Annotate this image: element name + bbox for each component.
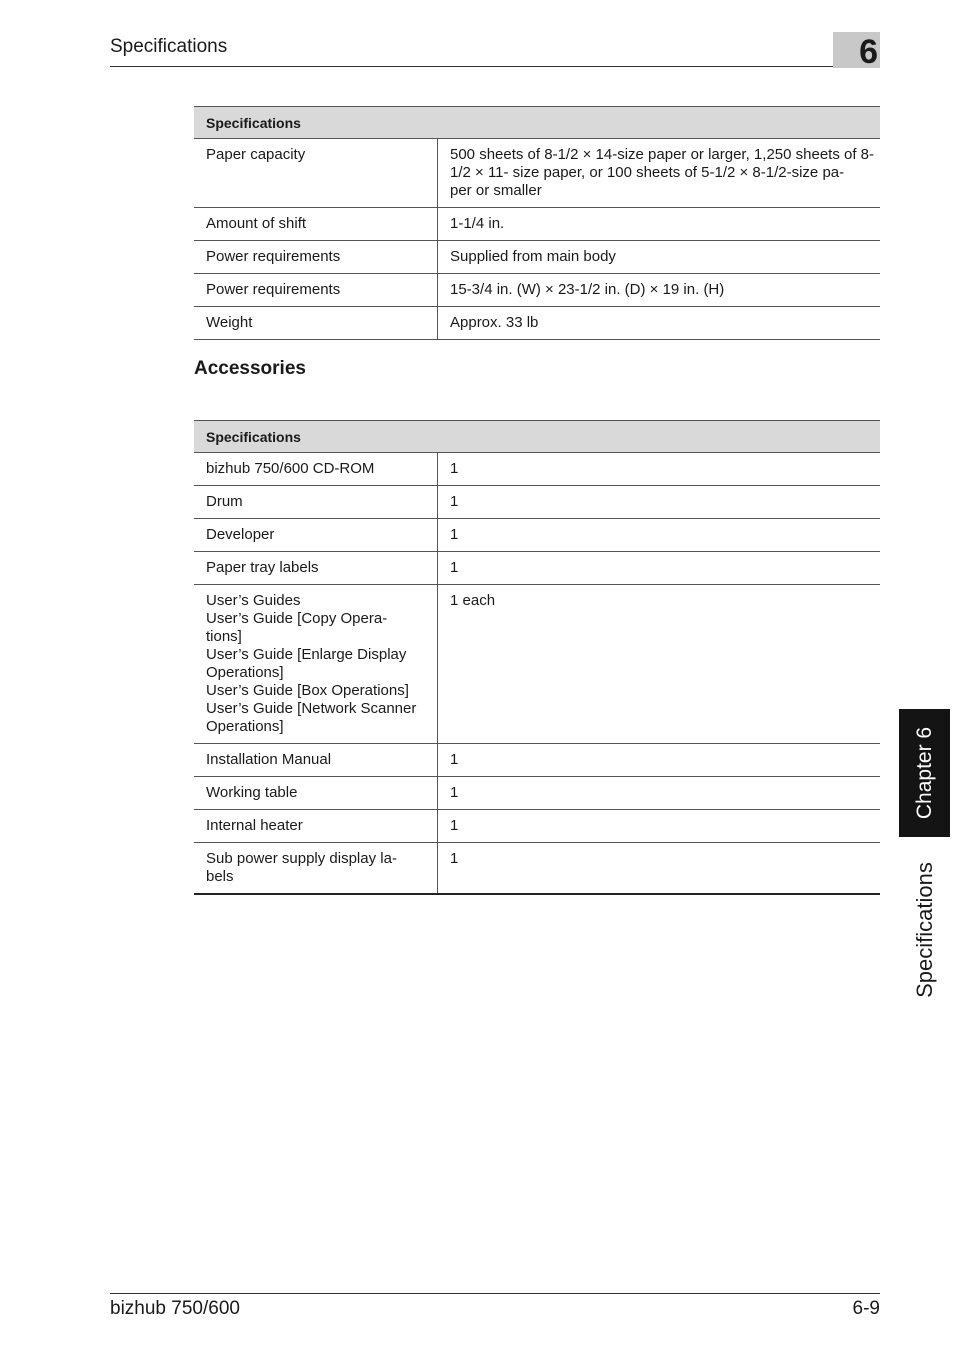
table-row <box>194 208 880 241</box>
table-row <box>194 453 880 486</box>
row-label: Power requirements <box>194 274 438 307</box>
chapter-number-badge: 6 <box>833 32 880 68</box>
table-row <box>194 307 880 340</box>
row-label: Drum <box>194 486 438 519</box>
table-row <box>194 241 880 274</box>
specifications-table <box>194 106 880 340</box>
row-value: 1 <box>438 744 881 777</box>
table-row <box>194 486 880 519</box>
footer-product-name: bizhub 750/600 <box>110 1298 240 1319</box>
row-label: Paper capacity <box>194 139 438 208</box>
table-row <box>194 139 880 208</box>
header-rule <box>110 66 880 67</box>
table-row <box>194 519 880 552</box>
section-side-tab-label: Specifications <box>911 862 937 998</box>
footer-rule <box>110 1293 880 1294</box>
footer-page-number: 6-9 <box>852 1298 880 1319</box>
row-label: Weight <box>194 307 438 340</box>
table-row <box>194 274 880 307</box>
row-value: Approx. 33 lb <box>438 307 881 340</box>
table-row <box>194 777 880 810</box>
accessories-table <box>194 420 880 895</box>
running-header-title: Specifications <box>110 36 228 57</box>
row-value: 1 <box>438 552 881 585</box>
row-value: 1-1/4 in. <box>438 208 881 241</box>
row-value: 1 <box>438 843 881 895</box>
table-heading: Specifications <box>194 421 880 453</box>
row-value: 500 sheets of 8-1/2 × 14-size paper or larger, 1,250 sheets of 8-1/2 × 11- size paper, or 100 sheets of 5-1/2 × 8-1/2-size pa- per or smaller <box>438 139 881 208</box>
table-heading: Specifications <box>194 107 880 139</box>
table-row <box>194 843 880 895</box>
row-value: 1 <box>438 519 881 552</box>
table-row <box>194 585 880 744</box>
chapter-side-tab-label: Chapter 6 <box>912 726 936 820</box>
row-label: Working table <box>194 777 438 810</box>
row-label: User’s Guides User’s Guide [Copy Opera- tions] User’s Guide [Enlarge Display Operations] User’s Guide [Box Operations] User’s Guide [Network Scanner Operations] <box>194 585 438 744</box>
row-value: 1 <box>438 777 881 810</box>
table-row <box>194 552 880 585</box>
row-label: Power requirements <box>194 241 438 274</box>
row-label: Developer <box>194 519 438 552</box>
row-label: Paper tray labels <box>194 552 438 585</box>
row-value: 1 each <box>438 585 881 744</box>
row-value: 15-3/4 in. (W) × 23-1/2 in. (D) × 19 in. (H) <box>438 274 881 307</box>
row-label: Amount of shift <box>194 208 438 241</box>
row-value: 1 <box>438 453 881 486</box>
row-label: bizhub 750/600 CD-ROM <box>194 453 438 486</box>
row-value: 1 <box>438 810 881 843</box>
row-label: Sub power supply display la- bels <box>194 843 438 895</box>
row-label: Internal heater <box>194 810 438 843</box>
table-row <box>194 744 880 777</box>
section-side-tab[interactable] <box>899 845 950 1015</box>
row-value: Supplied from main body <box>438 241 881 274</box>
row-value: 1 <box>438 486 881 519</box>
accessories-section-title: Accessories <box>194 358 306 379</box>
row-label: Installation Manual <box>194 744 438 777</box>
table-row <box>194 810 880 843</box>
chapter-side-tab[interactable] <box>899 709 950 837</box>
